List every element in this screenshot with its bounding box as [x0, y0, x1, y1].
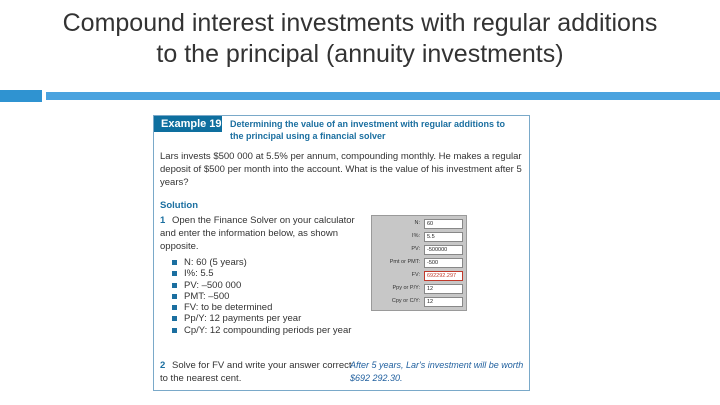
textbook-example-image — [153, 115, 530, 391]
solver-label: Ppy or P/Y: — [392, 285, 420, 291]
step-2 — [160, 359, 360, 385]
slide-title-line-1: Compound interest investments with regular additions — [62, 9, 658, 37]
solver-label: I%: — [412, 233, 420, 239]
example-label: Example 19 — [154, 116, 222, 132]
step-1-text: Open the Finance Solver on your calculator and enter the information below, as shown opposite. — [160, 215, 355, 252]
solver-value: 12 — [424, 297, 463, 307]
solver-row-pv — [372, 244, 466, 257]
solver-label: FV: — [411, 272, 420, 278]
solver-row-i — [372, 231, 466, 244]
step-1-number: 1 — [160, 215, 166, 226]
step-2-number: 2 — [160, 360, 166, 371]
slide-title-line-2: to the principal (annuity investments) — [156, 40, 564, 68]
list-item: I%: 5.5 — [170, 268, 380, 279]
example-heading — [230, 118, 526, 142]
list-item: FV: to be determined — [170, 302, 380, 313]
example-heading-line-2: the principal using a financial solver — [230, 131, 386, 141]
accent-divider — [46, 92, 720, 100]
list-item: Cp/Y: 12 compounding periods per year — [170, 325, 380, 336]
slide-title — [0, 8, 720, 70]
problem-statement: Lars invests $500 000 at 5.5% per annum, compounding monthly. He makes a regular deposit of $500 per month into the account. What is the value of his investment after 5 years? — [160, 151, 522, 188]
accent-block — [0, 90, 42, 102]
solver-row-fv — [372, 270, 466, 283]
list-item: PV: –500 000 — [170, 280, 380, 291]
solver-row-cpy — [372, 296, 466, 309]
step-1 — [160, 214, 370, 253]
solver-value: -500000 — [424, 245, 463, 255]
solver-value: 12 — [424, 284, 463, 294]
handwritten-answer: After 5 years, Lar's investment will be worth $692 292.30. — [350, 360, 524, 383]
list-item: Pp/Y: 12 payments per year — [170, 313, 380, 324]
solver-label: Cpy or C/Y: — [391, 298, 420, 304]
solver-value-fv: 692292.297 — [424, 271, 463, 281]
solver-row-pmt — [372, 257, 466, 270]
solver-label: Pmt or PMT: — [389, 259, 420, 265]
solver-row-n — [372, 218, 466, 231]
solution-heading: Solution — [160, 200, 198, 211]
solver-label: N: — [414, 220, 420, 226]
solver-row-ppy — [372, 283, 466, 296]
solver-value: 60 — [424, 219, 463, 229]
solver-inputs-list — [170, 257, 380, 336]
list-item: PMT: –500 — [170, 291, 380, 302]
solver-value: -500 — [424, 258, 463, 268]
finance-solver-screenshot — [371, 215, 467, 311]
solver-value: 5.5 — [424, 232, 463, 242]
list-item: N: 60 (5 years) — [170, 257, 380, 268]
step-2-text: Solve for FV and write your answer correct to the nearest cent. — [160, 360, 352, 384]
solver-label: PV: — [411, 246, 420, 252]
example-heading-line-1: Determining the value of an investment with regular additions to — [230, 119, 506, 129]
